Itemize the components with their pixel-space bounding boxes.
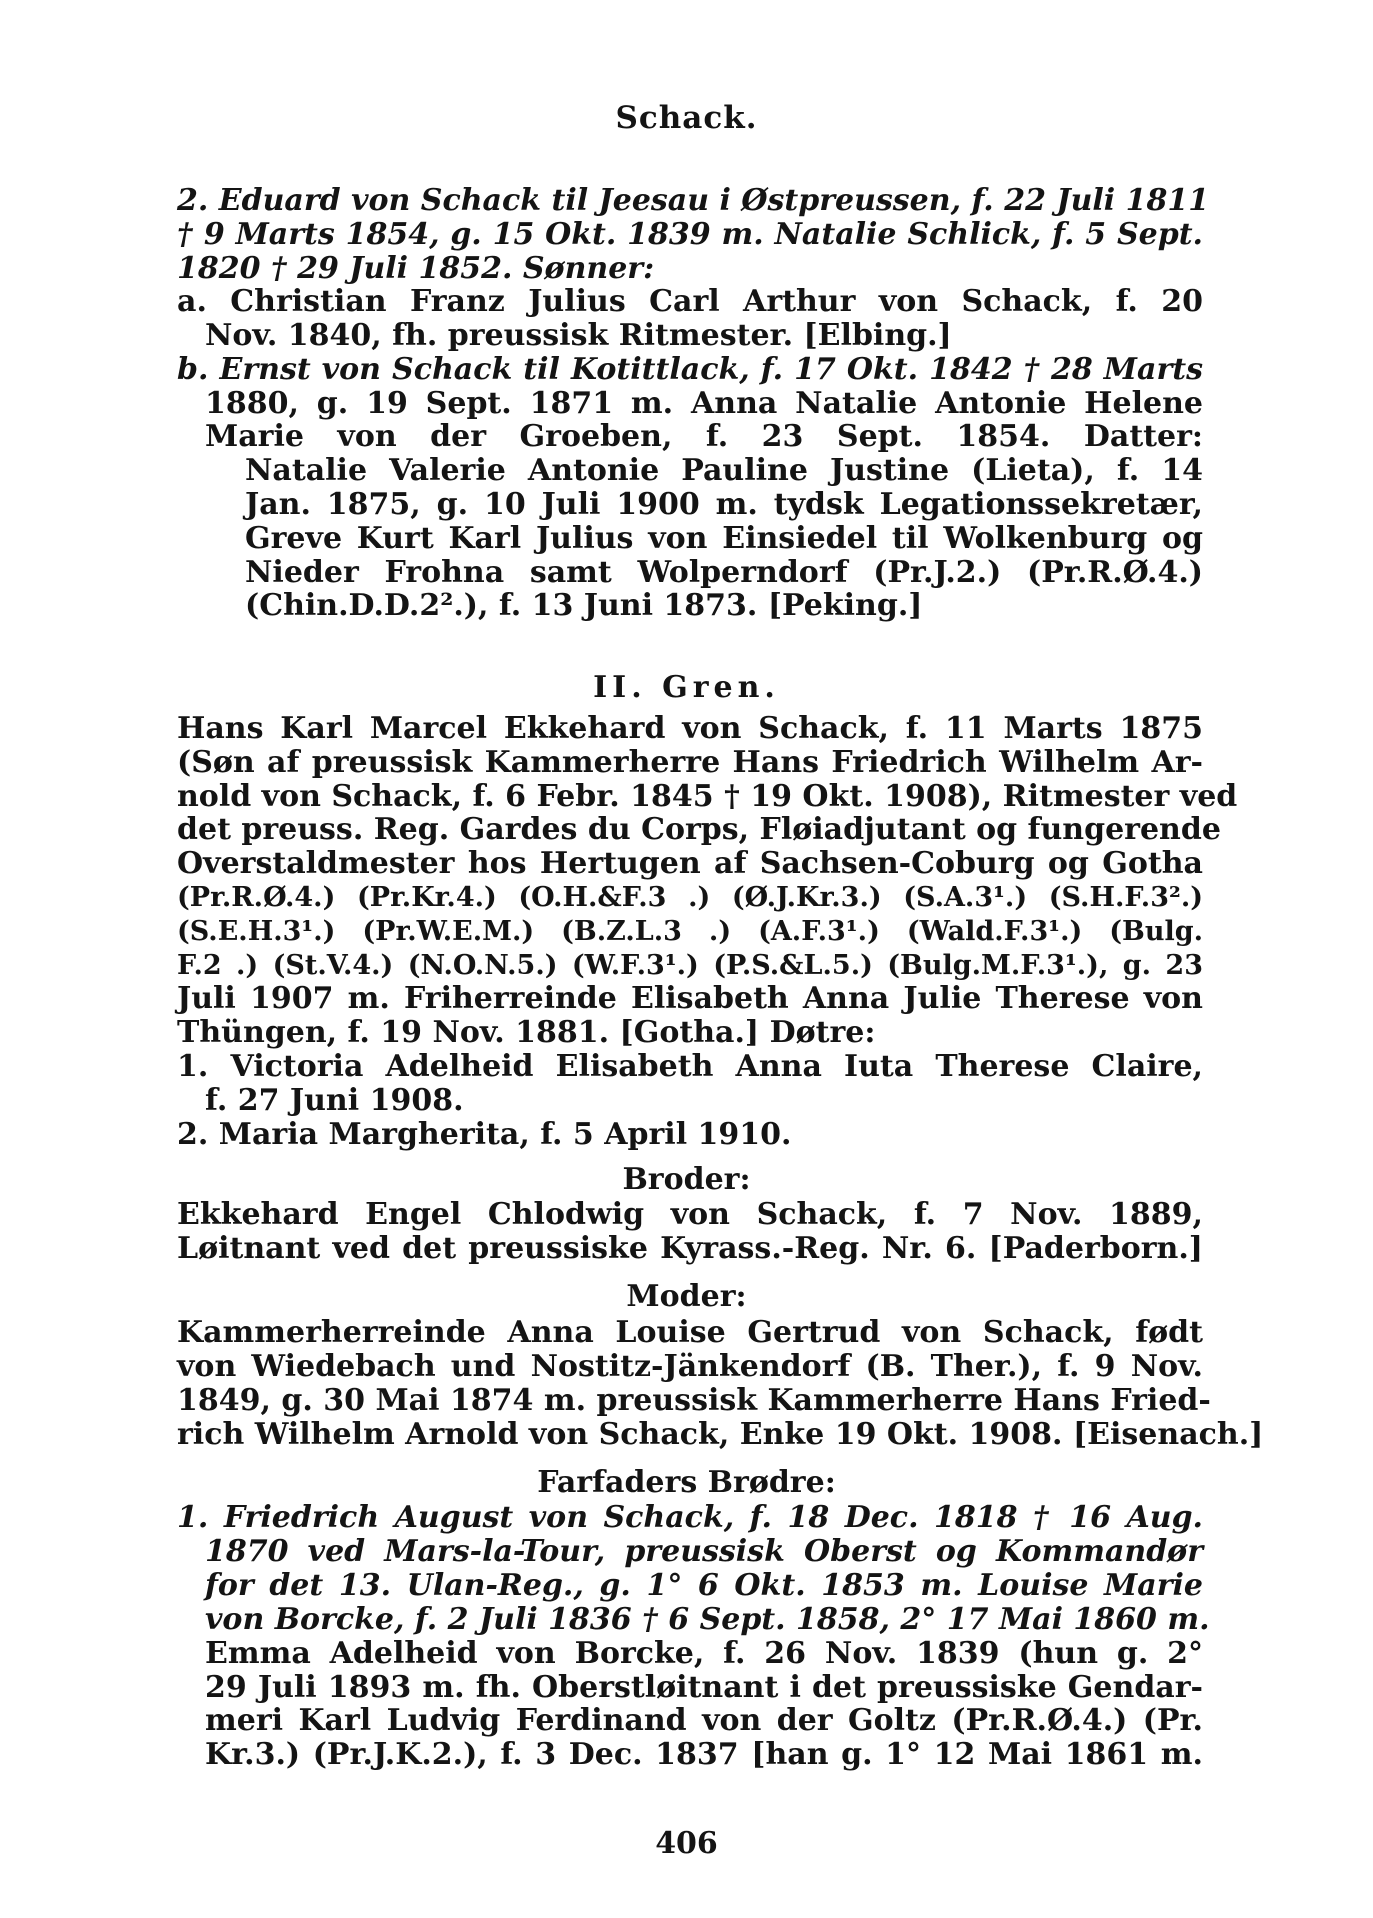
text-line: 1820 † 29 Juli 1852. Sønner:	[177, 251, 655, 286]
text-line: Jan. 1875, g. 10 Juli 1900 m. tydsk Legationssekretær,	[245, 487, 1203, 522]
text-line: meri Karl Ludvig Ferdinand von der Goltz (Pr.R.Ø.4.) (Pr.	[205, 1703, 1203, 1738]
text-line: Thüngen, f. 19 Nov. 1881. [Gotha.] Døtre:	[177, 1015, 876, 1050]
text-line: 1. Victoria Adelheid Elisabeth Anna Iuta Therese Claire,	[177, 1049, 1203, 1084]
section-heading: Moder:	[626, 1279, 747, 1314]
text-line: Løitnant ved det preussiske Kyrass.-Reg. Nr. 6. [Paderborn.]	[177, 1231, 1203, 1266]
text-line: 2. Eduard von Schack til Jeesau i Østpreussen, f. 22 Juli 1811	[177, 183, 1210, 218]
text-line: Greve Kurt Karl Julius von Einsiedel til Wolkenburg og	[245, 521, 1203, 556]
text-line: Ekkehard Engel Chlodwig von Schack, f. 7 Nov. 1889,	[177, 1197, 1203, 1232]
text-line: for det 13. Ulan-Reg., g. 1° 6 Okt. 1853 m. Louise Marie	[205, 1568, 1203, 1603]
text-line: 29 Juli 1893 m. fh. Oberstløitnant i det preussiske Gendar-	[205, 1670, 1203, 1705]
page-number: 406	[655, 1826, 718, 1861]
text-line: 1849, g. 30 Mai 1874 m. preussisk Kammerherre Hans Fried-	[177, 1383, 1211, 1418]
text-line: nold von Schack, f. 6 Febr. 1845 † 19 Okt. 1908), Ritmester ved	[177, 779, 1238, 814]
text-line: 1. Friedrich August von Schack, f. 18 Dec. 1818 † 16 Aug.	[177, 1500, 1203, 1535]
text-line: Juli 1907 m. Friherreinde Elisabeth Anna Julie Therese von	[177, 981, 1203, 1016]
text-line: † 9 Marts 1854, g. 15 Okt. 1839 m. Natalie Schlick, f. 5 Sept.	[177, 217, 1203, 252]
text-line: (Chin.D.D.2².), f. 13 Juni 1873. [Peking.]	[245, 588, 923, 623]
text-line: (Pr.R.Ø.4.) (Pr.Kr.4.) (O.H.&F.3 .) (Ø.J.Kr.3.) (S.A.3¹.) (S.H.F.3².)	[177, 882, 1203, 913]
text-line: det preuss. Reg. Gardes du Corps, Fløiadjutant og fungerende	[177, 812, 1221, 847]
text-line: 1870 ved Mars-la-Tour, preussisk Oberst og Kommandør	[205, 1534, 1203, 1569]
section-heading: II. Gren.	[593, 670, 780, 705]
text-line: Overstaldmester hos Hertugen af Sachsen-Coburg og Gotha	[177, 846, 1203, 881]
text-line: Kammerherreinde Anna Louise Gertrud von Schack, født	[177, 1315, 1203, 1350]
text-line: f. 27 Juni 1908.	[205, 1083, 464, 1118]
text-line: Marie von der Groeben, f. 23 Sept. 1854. Datter:	[205, 419, 1203, 454]
text-line: 1880, g. 19 Sept. 1871 m. Anna Natalie Antonie Helene	[205, 386, 1203, 421]
section-heading: Broder:	[622, 1162, 751, 1197]
text-line: Natalie Valerie Antonie Pauline Justine (Lieta), f. 14	[245, 453, 1203, 488]
text-line: Nieder Frohna samt Wolperndorf (Pr.J.2.) (Pr.R.Ø.4.)	[245, 555, 1203, 590]
text-line: F.2 .) (St.V.4.) (N.O.N.5.) (W.F.3¹.) (P.S.&L.5.) (Bulg.M.F.3¹.), g. 23	[177, 950, 1203, 981]
text-line: von Wiedebach und Nostitz-Jänkendorf (B. Ther.), f. 9 Nov.	[177, 1349, 1203, 1384]
running-header: Schack.	[615, 100, 758, 136]
text-line: von Borcke, f. 2 Juli 1836 † 6 Sept. 1858, 2° 17 Mai 1860 m.	[205, 1602, 1210, 1637]
section-heading: Farfaders Brødre:	[537, 1465, 836, 1500]
text-line: 2. Maria Margherita, f. 5 April 1910.	[177, 1117, 792, 1152]
text-line: b. Ernst von Schack til Kotittlack, f. 17 Okt. 1842 † 28 Marts	[177, 352, 1203, 387]
text-line: Hans Karl Marcel Ekkehard von Schack, f. 11 Marts 1875	[177, 711, 1203, 746]
text-line: Nov. 1840, fh. preussisk Ritmester. [Elbing.]	[205, 318, 952, 353]
text-line: a. Christian Franz Julius Carl Arthur von Schack, f. 20	[177, 284, 1203, 319]
text-line: Kr.3.) (Pr.J.K.2.), f. 3 Dec. 1837 [han g. 1° 12 Mai 1861 m.	[205, 1737, 1203, 1772]
text-line: (Søn af preussisk Kammerherre Hans Friedrich Wilhelm Ar-	[177, 745, 1203, 780]
text-line: rich Wilhelm Arnold von Schack, Enke 19 Okt. 1908. [Eisenach.]	[177, 1417, 1264, 1452]
text-line: (S.E.H.3¹.) (Pr.W.E.M.) (B.Z.L.3 .) (A.F.3¹.) (Wald.F.3¹.) (Bulg.	[177, 916, 1203, 947]
text-line: Emma Adelheid von Borcke, f. 26 Nov. 1839 (hun g. 2°	[205, 1636, 1203, 1671]
